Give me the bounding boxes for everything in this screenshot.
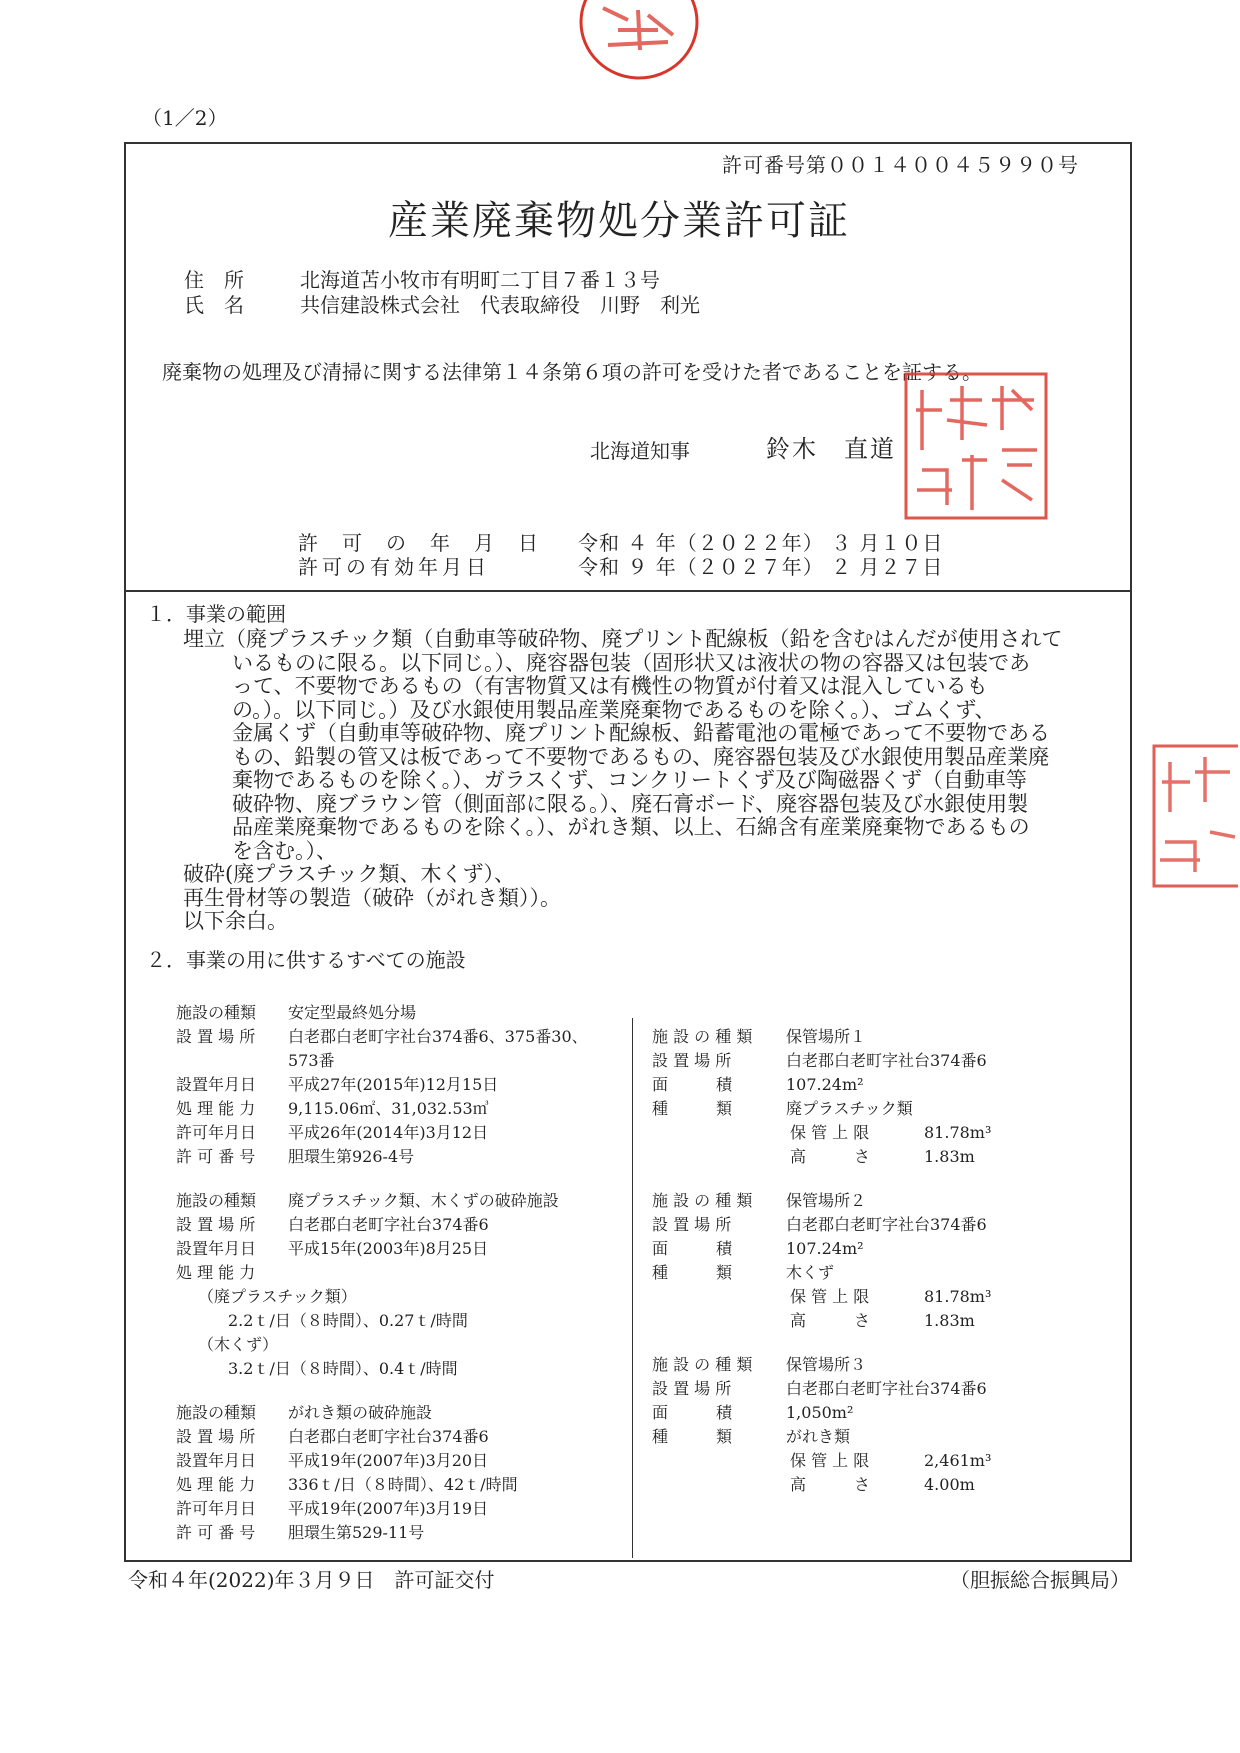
storage-label: 施 設 の 種 類 xyxy=(652,1027,753,1046)
storage-value: 107.24m² xyxy=(786,1075,864,1094)
scope-line: 埋立（廃プラスチック類（自動車等破砕物、廃プリント配線板（鉛を含むはんだが使用されて xyxy=(183,627,1063,651)
facility-label: 設置年月日 xyxy=(176,1239,257,1258)
storage-value: 保管場所１ xyxy=(786,1027,867,1046)
storage-value: 1.83m xyxy=(924,1147,975,1166)
expiry-date-value: 令和 ９ 年（２０２７年） ２ 月２７日 xyxy=(578,555,944,579)
storage-value: 白老郡白老町字社台374番6 xyxy=(786,1379,987,1398)
divider-header xyxy=(124,590,1132,592)
facility-label: 施設の種類 xyxy=(176,1191,257,1210)
storage-value: 107.24m² xyxy=(786,1239,864,1258)
storage-value: 4.00m xyxy=(924,1475,975,1494)
storage-value: 2,461m³ xyxy=(924,1451,992,1470)
facility-label: 許可年月日 xyxy=(176,1123,257,1142)
facility-value: （廃プラスチック類） xyxy=(198,1287,357,1306)
permit-date-label: 許 可 の 年 月 日 xyxy=(298,531,540,555)
scope-line: もの、鉛製の管又は板であって不要物であるもの、廃容器包装及び水銀使用製品産業廃 xyxy=(232,744,1050,769)
margin-seal xyxy=(1150,742,1238,890)
issuer-title: 北海道知事 xyxy=(590,439,690,463)
scope-heading: １．事業の範囲 xyxy=(146,602,286,626)
storage-label: 保 管 上 限 xyxy=(790,1287,870,1306)
facility-value: 平成27年(2015年)12月15日 xyxy=(288,1075,499,1094)
address-value: 北海道苫小牧市有明町二丁目７番１３号 xyxy=(300,268,660,292)
facility-label: 許 可 番 号 xyxy=(176,1147,256,1166)
scope-line: いるものに限る。以下同じ。）、廃容器包装（固形状又は液状の物の容器又は包装であ xyxy=(232,650,1030,675)
facility-label: 施設の種類 xyxy=(176,1403,257,1422)
facility-label: 処 理 能 力 xyxy=(176,1475,256,1494)
address-label: 住 所 xyxy=(184,268,244,292)
facility-label: 処 理 能 力 xyxy=(176,1099,256,1118)
facility-value: 9,115.06㎡、31,032.53㎥ xyxy=(288,1099,489,1118)
facility-label: 許 可 番 号 xyxy=(176,1523,256,1542)
storage-label: 設 置 場 所 xyxy=(652,1215,732,1234)
storage-label: 面 積 xyxy=(652,1075,733,1094)
scope-line: 破砕物、廃ブラウン管（側面部に限る。）、廃石膏ボード、廃容器包装及び水銀使用製 xyxy=(232,791,1029,816)
storage-label: 種 類 xyxy=(652,1099,733,1118)
facility-value: 3.2ｔ/日（８時間）、0.4ｔ/時間 xyxy=(212,1359,458,1378)
facility-value: 廃プラスチック類、木くずの破砕施設 xyxy=(288,1191,559,1210)
expiry-date-label: 許可の有効年月日 xyxy=(298,555,490,579)
storage-label: 保 管 上 限 xyxy=(790,1123,870,1142)
issue-date: 令和４年(2022)年３月９日 許可証交付 xyxy=(128,1568,495,1592)
page-title: 産業廃棄物処分業許可証 xyxy=(388,198,850,244)
storage-label: 種 類 xyxy=(652,1427,733,1446)
storage-value: 廃プラスチック類 xyxy=(786,1099,913,1118)
permit-date-value: 令和 ４ 年（２０２２年） ３ 月１０日 xyxy=(578,531,944,555)
name-value: 共信建設株式会社 代表取締役 川野 利光 xyxy=(300,293,700,317)
scope-line: 以下余白。 xyxy=(183,909,288,933)
top-seal-stamp xyxy=(578,0,700,80)
facility-value: 白老郡白老町字社台374番6 xyxy=(288,1215,489,1234)
scope-line: を含む。）、 xyxy=(232,838,337,863)
storage-value: 木くず xyxy=(786,1263,835,1282)
facility-value: 2.2ｔ/日（８時間）、0.27ｔ/時間 xyxy=(212,1311,468,1330)
facility-value: 336ｔ/日（８時間）、42ｔ/時間 xyxy=(288,1475,518,1494)
storage-value: がれき類 xyxy=(786,1427,851,1446)
storage-label: 高 さ xyxy=(790,1311,871,1330)
storage-label: 種 類 xyxy=(652,1263,733,1282)
facility-label: 設置年月日 xyxy=(176,1075,257,1094)
scope-line: 再生骨材等の製造（破砕（がれき類））。 xyxy=(183,885,561,910)
scope-line: って、不要物であるもの（有害物質又は有機性の物質が付着又は混入しているも xyxy=(232,674,988,698)
storage-label: 施 設 の 種 類 xyxy=(652,1191,753,1210)
name-label: 氏 名 xyxy=(184,293,244,317)
facility-value: 白老郡白老町字社台374番6 xyxy=(288,1427,489,1446)
storage-label: 面 積 xyxy=(652,1403,733,1422)
facility-value: 平成26年(2014年)3月12日 xyxy=(288,1123,489,1142)
storage-value: 白老郡白老町字社台374番6 xyxy=(786,1215,987,1234)
scope-line: の。）。以下同じ。）及び水銀使用製品産業廃棄物であるものを除く。）、ゴムくず、 xyxy=(232,697,996,722)
storage-value: 白老郡白老町字社台374番6 xyxy=(786,1051,987,1070)
facility-label: 処 理 能 力 xyxy=(176,1263,256,1282)
facility-label: 設置年月日 xyxy=(176,1451,257,1470)
storage-label: 設 置 場 所 xyxy=(652,1379,732,1398)
scope-line: 破砕(廃プラスチック類、木くず）、 xyxy=(183,862,516,886)
facility-value: 白老郡白老町字社台374番6、375番30、 xyxy=(288,1027,588,1046)
storage-value: 81.78m³ xyxy=(924,1287,992,1306)
facility-label: 設 置 場 所 xyxy=(176,1427,256,1446)
facility-value: 573番 xyxy=(288,1051,335,1070)
storage-value: 保管場所２ xyxy=(786,1191,867,1210)
facility-value: 平成19年(2007年)3月20日 xyxy=(288,1451,489,1470)
facility-value: 平成19年(2007年)3月19日 xyxy=(288,1499,489,1518)
facility-label: 許可年月日 xyxy=(176,1499,257,1518)
storage-value: 1,050m² xyxy=(786,1403,854,1422)
storage-label: 施 設 の 種 類 xyxy=(652,1355,753,1374)
issuer-name: 鈴木 直道 xyxy=(766,435,896,463)
scope-line: 品産業廃棄物であるものを除く。）、がれき類、以上、石綿含有産業廃棄物であるもの xyxy=(232,815,1030,839)
scope-body xyxy=(183,628,1062,934)
scope-line: 棄物であるものを除く。）、ガラスくず、コンクリートくず及び陶磁器くず（自動車等 xyxy=(232,768,1027,792)
storage-label: 保 管 上 限 xyxy=(790,1451,870,1470)
page-number: （1／2） xyxy=(142,106,228,130)
facility-value: 胆環生第926-4号 xyxy=(288,1147,415,1166)
storage-value: 81.78m³ xyxy=(924,1123,992,1142)
facility-label: 施設の種類 xyxy=(176,1003,257,1022)
facilities-heading: ２．事業の用に供するすべての施設 xyxy=(146,948,466,972)
facility-value: 安定型最終処分場 xyxy=(288,1003,417,1022)
facility-value: 胆環生第529-11号 xyxy=(288,1523,425,1542)
facility-value: （木くず） xyxy=(198,1335,279,1354)
governor-seal xyxy=(902,370,1050,522)
storage-value: 保管場所３ xyxy=(786,1355,867,1374)
facilities-column-divider xyxy=(632,1018,633,1558)
permit-number: 許可番号第００１４００４５９９０号 xyxy=(722,153,1079,177)
scope-line: 金属くず（自動車等破砕物、廃プリント配線板、鉛蓄電池の電極であって不要物である xyxy=(232,721,1050,745)
storage-value: 1.83m xyxy=(924,1311,975,1330)
certification-statement: 廃棄物の処理及び清掃に関する法律第１４条第６項の許可を受けた者であることを証する。 xyxy=(162,360,982,384)
facility-value: 平成15年(2003年)8月25日 xyxy=(288,1239,489,1258)
storage-label: 高 さ xyxy=(790,1475,871,1494)
storage-label: 面 積 xyxy=(652,1239,733,1258)
storage-label: 設 置 場 所 xyxy=(652,1051,732,1070)
storage-label: 高 さ xyxy=(790,1147,871,1166)
facility-label: 設 置 場 所 xyxy=(176,1215,256,1234)
facility-label: 設 置 場 所 xyxy=(176,1027,256,1046)
issuing-office: （胆振総合振興局） xyxy=(950,1568,1130,1592)
facility-value: がれき類の破砕施設 xyxy=(288,1403,433,1422)
